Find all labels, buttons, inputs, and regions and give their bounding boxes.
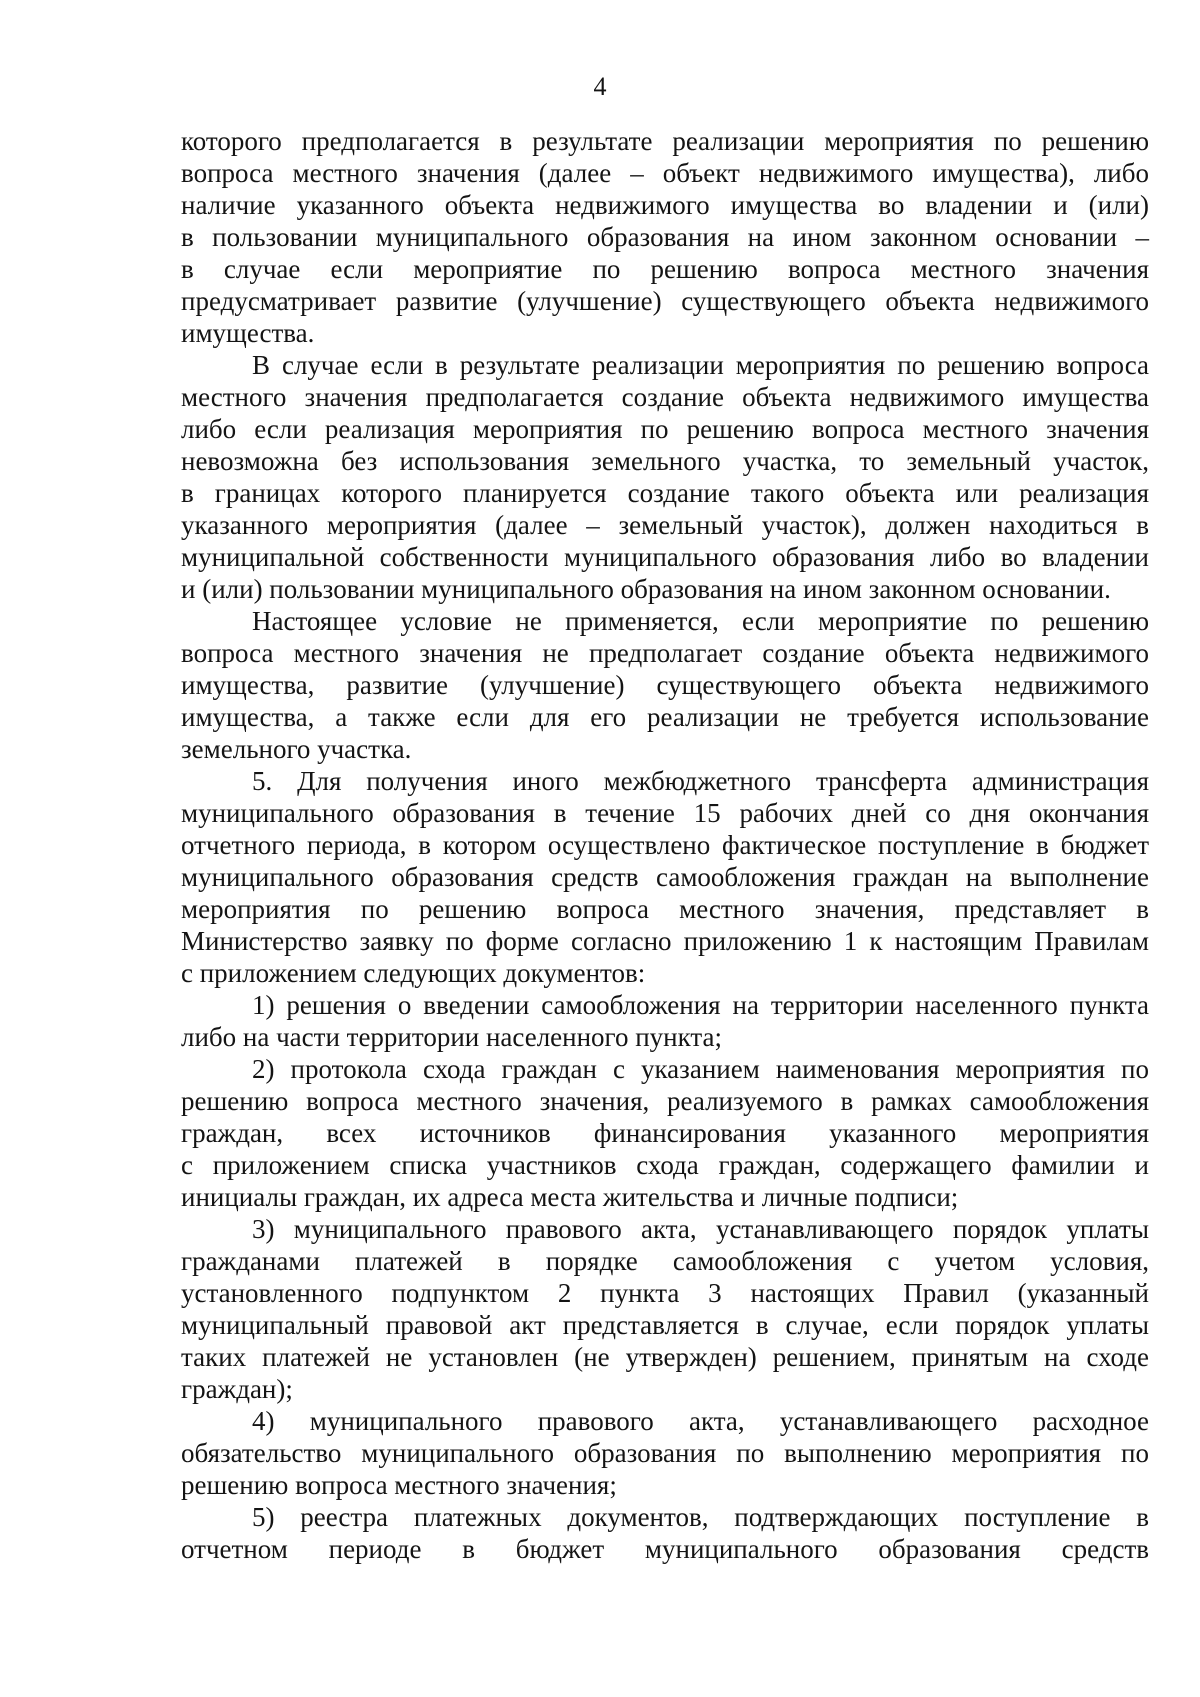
text-line: указанного мероприятия (далее – земельный участок), должен находиться в	[181, 510, 1149, 540]
text-line: муниципального образования в течение 15 рабочих дней со дня окончания	[181, 798, 1149, 828]
text-line: 5) реестра платежных документов, подтверждающих поступление в	[252, 1502, 1149, 1532]
text-line: невозможна без использования земельного участка, то земельный участок,	[181, 446, 1149, 476]
list-item-1	[181, 989, 1149, 1053]
list-item-5	[181, 1501, 1149, 1565]
text-line: имущества.	[181, 318, 315, 348]
text-line: граждан);	[181, 1374, 293, 1404]
text-line: муниципального образования средств самообложения граждан на выполнение	[181, 862, 1149, 892]
list-item-4	[181, 1405, 1149, 1501]
text-line: в границах которого планируется создание такого объекта или реализация	[181, 478, 1149, 508]
document-body	[181, 125, 1149, 1565]
text-line: имущества, а также если для его реализации не требуется использование	[181, 702, 1149, 732]
text-line: местного значения предполагается создание объекта недвижимого имущества	[181, 382, 1149, 412]
text-line: инициалы граждан, их адреса места жительства и личные подписи;	[181, 1182, 959, 1212]
text-line: вопроса местного значения не предполагает создание объекта недвижимого	[181, 638, 1149, 668]
text-line: Настоящее условие не применяется, если мероприятие по решению	[252, 606, 1149, 636]
text-line: 2) протокола схода граждан с указанием наименования мероприятия по	[252, 1054, 1149, 1084]
text-line: установленного подпунктом 2 пункта 3 настоящих Правил (указанный	[181, 1278, 1149, 1308]
text-line: обязательство муниципального образования по выполнению мероприятия по	[181, 1438, 1149, 1468]
paragraph-item-5	[181, 765, 1149, 989]
text-line: 1) решения о введении самообложения на территории населенного пункта	[252, 990, 1149, 1020]
text-line: граждан, всех источников финансирования указанного мероприятия	[181, 1118, 1149, 1148]
list-item-2	[181, 1053, 1149, 1213]
text-line: имущества, развитие (улучшение) существующего объекта недвижимого	[181, 670, 1149, 700]
paragraph-continuation	[181, 125, 1149, 349]
text-line: муниципальной собственности муниципального образования либо во владении	[181, 542, 1149, 572]
list-item-3	[181, 1213, 1149, 1405]
text-line: наличие указанного объекта недвижимого имущества во владении и (или)	[181, 190, 1149, 220]
text-line: в пользовании муниципального образования на ином законном основании –	[181, 222, 1149, 252]
text-line: с приложением списка участников схода граждан, содержащего фамилии и	[181, 1150, 1149, 1180]
text-line: либо на части территории населенного пункта;	[181, 1022, 722, 1052]
text-line: которого предполагается в результате реализации мероприятия по решению	[181, 126, 1149, 156]
text-line: либо если реализация мероприятия по решению вопроса местного значения	[181, 414, 1149, 444]
text-line: предусматривает развитие (улучшение) существующего объекта недвижимого	[181, 286, 1149, 316]
text-line: мероприятия по решению вопроса местного значения, представляет в	[181, 894, 1149, 924]
text-line: 3) муниципального правового акта, устанавливающего порядок уплаты	[252, 1214, 1149, 1244]
text-line: вопроса местного значения (далее – объект недвижимого имущества), либо	[181, 158, 1149, 188]
text-line: с приложением следующих документов:	[181, 958, 646, 988]
text-line: отчетного периода, в котором осуществлено фактическое поступление в бюджет	[181, 830, 1149, 860]
text-line: земельного участка.	[181, 734, 412, 764]
text-line: отчетном периоде в бюджет муниципального образования средств	[181, 1534, 1149, 1564]
text-line: в случае если мероприятие по решению вопроса местного значения	[181, 254, 1149, 284]
text-line: решению вопроса местного значения;	[181, 1470, 617, 1500]
text-line: таких платежей не установлен (не утвержден) решением, принятым на сходе	[181, 1342, 1149, 1372]
text-line: 4) муниципального правового акта, устанавливающего расходное	[252, 1406, 1149, 1436]
text-line: Министерство заявку по форме согласно приложению 1 к настоящим Правилам	[181, 926, 1149, 956]
text-line: решению вопроса местного значения, реализуемого в рамках самообложения	[181, 1086, 1149, 1116]
text-line: и (или) пользовании муниципального образования на ином законном основании.	[181, 574, 1111, 604]
text-line: муниципальный правовой акт представляется в случае, если порядок уплаты	[181, 1310, 1149, 1340]
text-line: гражданами платежей в порядке самообложения с учетом условия,	[181, 1246, 1149, 1276]
paragraph-land-plot-condition	[181, 349, 1149, 605]
text-line: 5. Для получения иного межбюджетного трансферта администрация	[252, 766, 1149, 796]
page-number: 4	[593, 72, 607, 101]
paragraph-exception	[181, 605, 1149, 765]
text-line: В случае если в результате реализации мероприятия по решению вопроса	[252, 350, 1149, 380]
